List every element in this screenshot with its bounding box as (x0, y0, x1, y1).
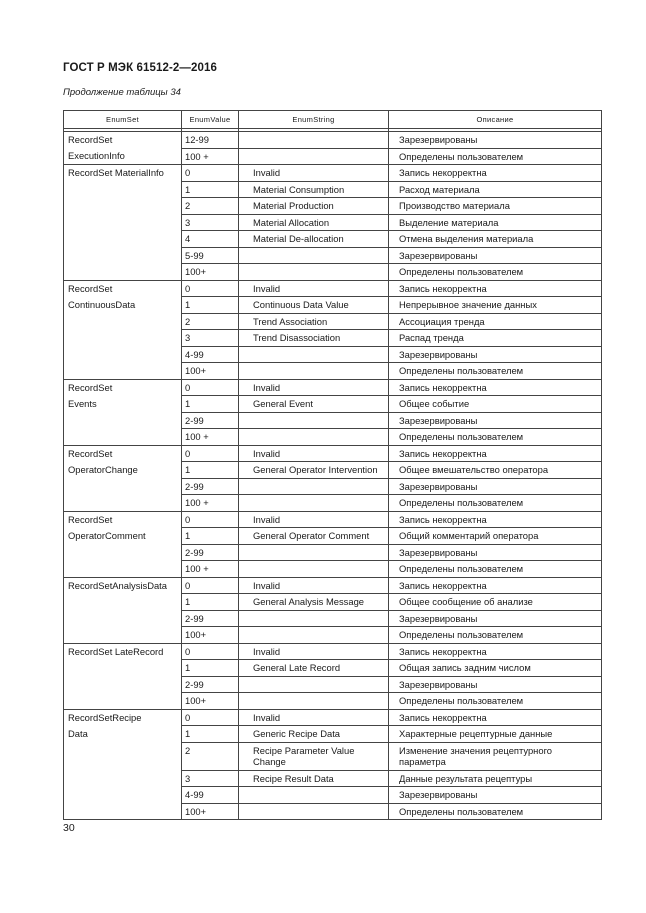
description-cell: Запись некорректна (389, 643, 602, 660)
table-row (64, 709, 602, 726)
enumstring-text: Material Allocation (253, 216, 330, 228)
enumstring-text: Continuous Data Value (253, 299, 349, 310)
enumset-cell: ContinuousData (64, 297, 182, 314)
enumset-cell: RecordSet (64, 280, 182, 297)
enumvalue-cell: 1 (182, 297, 239, 314)
description-cell: Запись некорректна (389, 709, 602, 726)
enumset-cell (64, 770, 182, 787)
enumvalue-cell: 4 (182, 231, 239, 248)
enumstring-cell (239, 803, 389, 820)
enumvalue-cell: 100 + (182, 495, 239, 512)
enumset-cell: RecordSet MaterialInfo (64, 165, 182, 182)
description-cell: Общее событие (389, 396, 602, 413)
enumstring-text: General Event (253, 398, 313, 409)
description-cell: Зарезервированы (389, 478, 602, 495)
enumstring-cell (239, 148, 389, 165)
description-cell: Определены пользователем (389, 495, 602, 512)
table-row (64, 742, 602, 770)
enumstring-cell (239, 280, 389, 297)
description-cell: Отмена выделения материала (389, 231, 602, 248)
table-header-row (64, 111, 602, 129)
table-row (64, 363, 602, 380)
table-row (64, 803, 602, 820)
enumset-cell (64, 247, 182, 264)
table-row (64, 594, 602, 611)
enumstring-text: Invalid (253, 167, 281, 178)
enumset-cell: OperatorChange (64, 462, 182, 479)
enumvalue-cell: 0 (182, 445, 239, 462)
enumstring-cell (239, 462, 389, 479)
table-row (64, 478, 602, 495)
enumvalue-cell: 100 + (182, 148, 239, 165)
enumstring-cell (239, 770, 389, 787)
enumstring-cell (239, 379, 389, 396)
enumvalue-cell: 12-99 (182, 132, 239, 149)
table-row (64, 693, 602, 710)
enumset-cell (64, 660, 182, 677)
enumset-cell (64, 264, 182, 281)
description-cell: Ассоциация тренда (389, 313, 602, 330)
table-row (64, 544, 602, 561)
enumstring-text: Recipe Result Data (253, 772, 334, 784)
enumstring-text: Invalid (253, 447, 281, 459)
enumstring-cell (239, 726, 389, 743)
description-cell: Запись некорректна (389, 577, 602, 594)
enumstring-text: Material De-allocation (253, 233, 344, 244)
table-row (64, 214, 602, 231)
enumstring-cell (239, 198, 389, 215)
enumset-cell (64, 429, 182, 446)
enumstring-text: Trend Association (253, 315, 328, 327)
description-cell: Изменение значения рецептурного параметра (389, 742, 602, 770)
enumvalue-cell: 100+ (182, 363, 239, 380)
enumstring-cell (239, 264, 389, 281)
enumstring-cell (239, 528, 389, 545)
enumstring-cell (239, 742, 389, 770)
enumstring-cell (239, 231, 389, 248)
enumset-cell: RecordSet (64, 132, 182, 149)
description-cell: Запись некорректна (389, 280, 602, 297)
table-row (64, 610, 602, 627)
enumstring-cell (239, 363, 389, 380)
enumstring-cell (239, 693, 389, 710)
description-cell: Зарезервированы (389, 412, 602, 429)
table-row (64, 396, 602, 413)
description-cell: Запись некорректна (389, 445, 602, 462)
table-row (64, 330, 602, 347)
enumstring-cell (239, 511, 389, 528)
table-row (64, 429, 602, 446)
table-row (64, 231, 602, 248)
description-cell: Общее сообщение об анализе (389, 594, 602, 611)
description-cell: Определены пользователем (389, 627, 602, 644)
enumset-cell: Events (64, 396, 182, 413)
enumvalue-cell: 0 (182, 379, 239, 396)
enumvalue-cell: 0 (182, 511, 239, 528)
description-cell: Зарезервированы (389, 544, 602, 561)
enumset-cell: RecordSet (64, 445, 182, 462)
enumstring-text: Recipe Parameter Value Change (253, 744, 355, 767)
enumvalue-cell: 100 + (182, 429, 239, 446)
table-row (64, 280, 602, 297)
table-row (64, 462, 602, 479)
enumstring-cell (239, 478, 389, 495)
enumvalue-cell: 100+ (182, 264, 239, 281)
table-row (64, 247, 602, 264)
description-cell: Определены пользователем (389, 561, 602, 578)
table-row (64, 643, 602, 660)
table-row (64, 165, 602, 182)
enumset-cell: RecordSet (64, 511, 182, 528)
table-row (64, 379, 602, 396)
enumvalue-cell: 2 (182, 742, 239, 770)
enumstring-cell (239, 181, 389, 198)
enumstring-text: Trend Disassociation (253, 332, 341, 343)
enumset-cell (64, 561, 182, 578)
enumstring-text: Invalid (253, 579, 281, 591)
table-row (64, 787, 602, 804)
enumvalue-cell: 1 (182, 726, 239, 743)
enumvalue-cell: 1 (182, 594, 239, 611)
table-row (64, 148, 602, 165)
enumset-cell (64, 478, 182, 495)
description-cell: Зарезервированы (389, 676, 602, 693)
enumvalue-cell: 100 + (182, 561, 239, 578)
column-header-description: Описание (389, 111, 602, 129)
enumvalue-cell: 4-99 (182, 346, 239, 363)
enumset-cell (64, 787, 182, 804)
column-header-enumstring: EnumString (239, 111, 389, 129)
enumstring-cell (239, 313, 389, 330)
table-row (64, 198, 602, 215)
enumvalue-cell: 1 (182, 528, 239, 545)
enumset-cell: RecordSetRecipe (64, 709, 182, 726)
enumstring-cell (239, 594, 389, 611)
enumvalue-cell: 3 (182, 214, 239, 231)
description-cell: Зарезервированы (389, 787, 602, 804)
description-cell: Определены пользователем (389, 429, 602, 446)
enumset-cell (64, 676, 182, 693)
enumvalue-cell: 1 (182, 396, 239, 413)
enumset-cell: OperatorComment (64, 528, 182, 545)
table-row (64, 495, 602, 512)
enumstring-text: Material Production (253, 200, 334, 211)
description-cell: Выделение материала (389, 214, 602, 231)
enumstring-cell (239, 247, 389, 264)
table-row (64, 297, 602, 314)
enumstring-cell (239, 544, 389, 561)
enumvalue-cell: 1 (182, 660, 239, 677)
enumstring-text: General Operator Intervention (253, 464, 378, 475)
enumset-cell (64, 346, 182, 363)
description-cell: Общая запись задним числом (389, 660, 602, 677)
enumset-cell: Data (64, 726, 182, 743)
enumstring-cell (239, 132, 389, 149)
enumset-cell (64, 495, 182, 512)
enumvalue-cell: 1 (182, 462, 239, 479)
table-row (64, 313, 602, 330)
table-row (64, 264, 602, 281)
enumvalue-cell: 100+ (182, 693, 239, 710)
enumset-cell (64, 181, 182, 198)
enumstring-cell (239, 346, 389, 363)
description-cell: Данные результата рецептуры (389, 770, 602, 787)
enumstring-cell (239, 787, 389, 804)
table-row (64, 445, 602, 462)
enumvalue-cell: 0 (182, 165, 239, 182)
enumset-cell (64, 544, 182, 561)
table-caption: Продолжение таблицы 34 (63, 87, 181, 98)
enumset-cell (64, 803, 182, 820)
enumstring-cell (239, 561, 389, 578)
enumstring-cell (239, 610, 389, 627)
description-cell: Зарезервированы (389, 610, 602, 627)
table-row (64, 346, 602, 363)
enumset-cell (64, 594, 182, 611)
table-row (64, 726, 602, 743)
description-cell: Производство материала (389, 198, 602, 215)
enumvalue-cell: 2 (182, 198, 239, 215)
table-row (64, 676, 602, 693)
enumstring-text: General Late Record (253, 662, 341, 673)
enumvalue-cell: 2 (182, 313, 239, 330)
description-cell: Распад тренда (389, 330, 602, 347)
description-cell: Определены пользователем (389, 693, 602, 710)
enumvalue-cell: 0 (182, 643, 239, 660)
enumvalue-cell: 3 (182, 330, 239, 347)
enumset-cell (64, 412, 182, 429)
enumvalue-cell: 2-99 (182, 412, 239, 429)
enumset-cell: RecordSetAnalysisData (64, 577, 182, 594)
description-cell: Зарезервированы (389, 132, 602, 149)
enumvalue-cell: 0 (182, 577, 239, 594)
table-row (64, 181, 602, 198)
enum-table (63, 110, 602, 820)
enumvalue-cell: 2-99 (182, 478, 239, 495)
table-row (64, 511, 602, 528)
page-number: 30 (63, 822, 75, 834)
enumstring-cell (239, 709, 389, 726)
enumvalue-cell: 0 (182, 709, 239, 726)
enumvalue-cell: 1 (182, 181, 239, 198)
enumset-cell (64, 363, 182, 380)
enumvalue-cell: 100+ (182, 627, 239, 644)
enumstring-text: General Operator Comment (253, 530, 370, 541)
enumstring-text: Material Consumption (253, 183, 345, 195)
enumvalue-cell: 2-99 (182, 676, 239, 693)
enumstring-cell (239, 429, 389, 446)
table-row (64, 770, 602, 787)
enumstring-text: Invalid (253, 381, 281, 393)
description-cell: Зарезервированы (389, 346, 602, 363)
table-row (64, 561, 602, 578)
enumstring-cell (239, 214, 389, 231)
enumvalue-cell: 0 (182, 280, 239, 297)
enumstring-cell (239, 495, 389, 512)
enumset-cell (64, 742, 182, 770)
table-row (64, 627, 602, 644)
enumstring-cell (239, 676, 389, 693)
table-body (64, 132, 602, 820)
enumvalue-cell: 2-99 (182, 544, 239, 561)
table-row (64, 132, 602, 149)
enumset-cell: RecordSet LateRecord (64, 643, 182, 660)
enumstring-cell (239, 330, 389, 347)
enumset-cell: ExecutionInfo (64, 148, 182, 165)
enumstring-cell (239, 660, 389, 677)
description-cell: Запись некорректна (389, 379, 602, 396)
description-cell: Определены пользователем (389, 264, 602, 281)
enumvalue-cell: 2-99 (182, 610, 239, 627)
enumstring-cell (239, 627, 389, 644)
enumstring-text: Invalid (253, 711, 281, 723)
enumset-cell (64, 693, 182, 710)
enumset-cell: RecordSet (64, 379, 182, 396)
enumvalue-cell: 100+ (182, 803, 239, 820)
enumstring-cell (239, 643, 389, 660)
enumstring-text: Invalid (253, 282, 281, 294)
enumset-cell (64, 198, 182, 215)
description-cell: Определены пользователем (389, 803, 602, 820)
enumvalue-cell: 5-99 (182, 247, 239, 264)
description-cell: Общий комментарий оператора (389, 528, 602, 545)
enumstring-cell (239, 445, 389, 462)
description-cell: Определены пользователем (389, 363, 602, 380)
description-cell: Запись некорректна (389, 511, 602, 528)
enumset-cell (64, 313, 182, 330)
description-cell: Общее вмешательство оператора (389, 462, 602, 479)
enumvalue-cell: 3 (182, 770, 239, 787)
enumstring-cell (239, 165, 389, 182)
column-header-enumvalue: EnumValue (182, 111, 239, 129)
enumstring-text: Generic Recipe Data (253, 728, 341, 739)
enumstring-text: General Analysis Message (253, 596, 364, 607)
description-cell: Определены пользователем (389, 148, 602, 165)
enumstring-cell (239, 396, 389, 413)
table-row (64, 528, 602, 545)
document-header: ГОСТ Р МЭК 61512-2—2016 (63, 62, 217, 74)
enumvalue-cell: 4-99 (182, 787, 239, 804)
enumstring-cell (239, 412, 389, 429)
enumset-cell (64, 231, 182, 248)
enumstring-cell (239, 297, 389, 314)
enumset-cell (64, 330, 182, 347)
enumstring-cell (239, 577, 389, 594)
description-cell: Непрерывное значение данных (389, 297, 602, 314)
table-row (64, 577, 602, 594)
enumset-cell (64, 610, 182, 627)
column-header-enumset: EnumSet (64, 111, 182, 129)
enumset-cell (64, 627, 182, 644)
description-cell: Запись некорректна (389, 165, 602, 182)
description-cell: Расход материала (389, 181, 602, 198)
description-cell: Характерные рецептурные данные (389, 726, 602, 743)
table-row (64, 412, 602, 429)
enumset-cell (64, 214, 182, 231)
enumstring-text: Invalid (253, 645, 281, 657)
enumstring-text: Invalid (253, 513, 281, 525)
table-row (64, 660, 602, 677)
description-cell: Зарезервированы (389, 247, 602, 264)
